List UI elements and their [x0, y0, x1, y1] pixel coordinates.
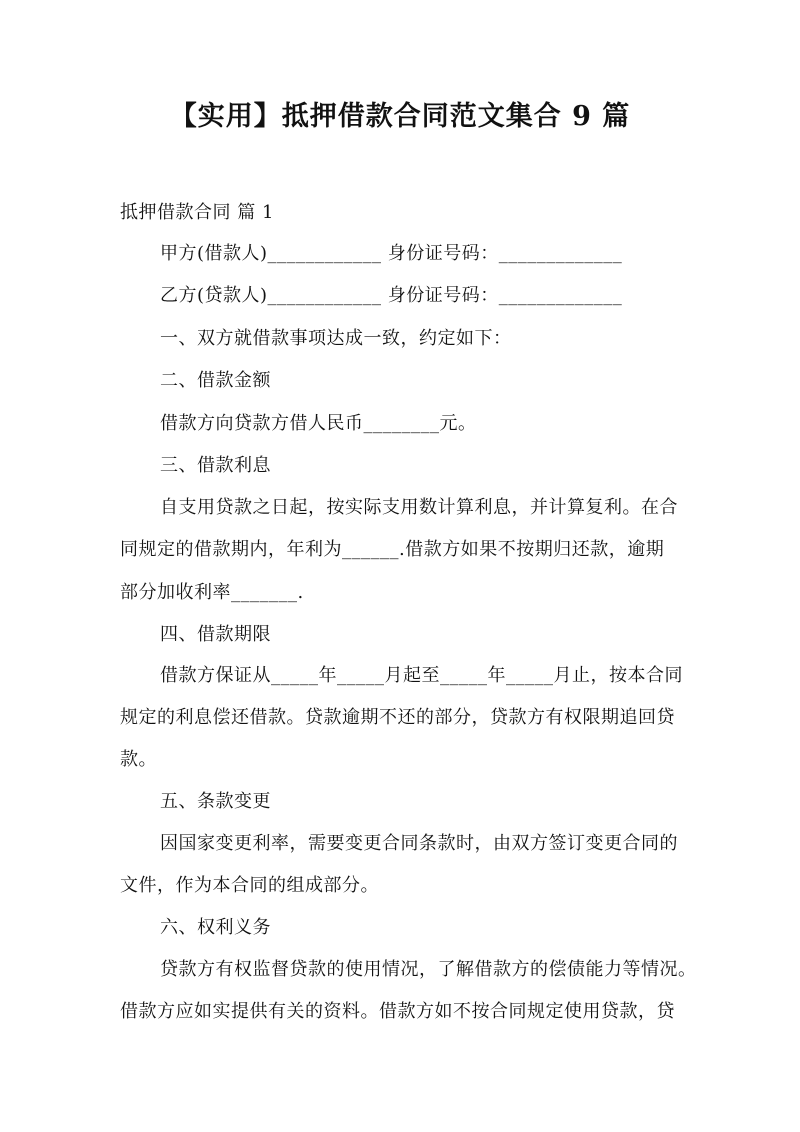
clause-4-heading: 四、借款期限: [160, 624, 271, 645]
clause-4-text-line-3: 款。: [120, 749, 157, 770]
clause-5-heading: 五、条款变更: [160, 791, 271, 812]
section-heading: 抵押借款合同 篇 1: [120, 202, 274, 223]
clause-2-heading: 二、借款金额: [160, 370, 271, 391]
clause-5-text-line-2: 文件，作为本合同的组成部分。: [120, 875, 379, 896]
party-b-line: 乙方(贷款人)____________ 身份证号码：_____________: [160, 285, 623, 306]
clause-5-text-line-1: 因国家变更利率，需要变更合同条款时，由双方签订变更合同的: [160, 833, 678, 854]
clause-3-text-line-2: 同规定的借款期内，年利为______.借款方如果不按期归还款，逾期: [120, 539, 665, 560]
clause-6-text-line-2: 借款方应如实提供有关的资料。借款方如不按合同规定使用贷款，贷: [120, 1001, 675, 1022]
clause-4-text-line-2: 规定的利息偿还借款。贷款逾期不还的部分，贷款方有权限期追回贷: [120, 707, 675, 728]
clause-4-text-line-1: 借款方保证从_____年_____月起至_____年_____月止，按本合同: [160, 665, 683, 686]
clause-6-text-line-1: 贷款方有权监督贷款的使用情况，了解借款方的偿债能力等情况。: [160, 959, 697, 980]
clause-2-text: 借款方向贷款方借人民币________元。: [160, 413, 477, 434]
clause-3-text-line-1: 自支用贷款之日起，按实际支用数计算利息，并计算复利。在合: [160, 497, 678, 518]
clause-3-text-line-3: 部分加收利率_______.: [120, 582, 304, 603]
clause-1-heading: 一、双方就借款事项达成一致，约定如下：: [160, 328, 512, 349]
document-title: 【实用】抵押借款合同范文集合 9 篇: [169, 101, 631, 132]
party-a-line: 甲方(借款人)____________ 身份证号码：_____________: [160, 243, 623, 264]
clause-6-heading: 六、权利义务: [160, 917, 271, 938]
clause-3-heading: 三、借款利息: [160, 455, 271, 476]
